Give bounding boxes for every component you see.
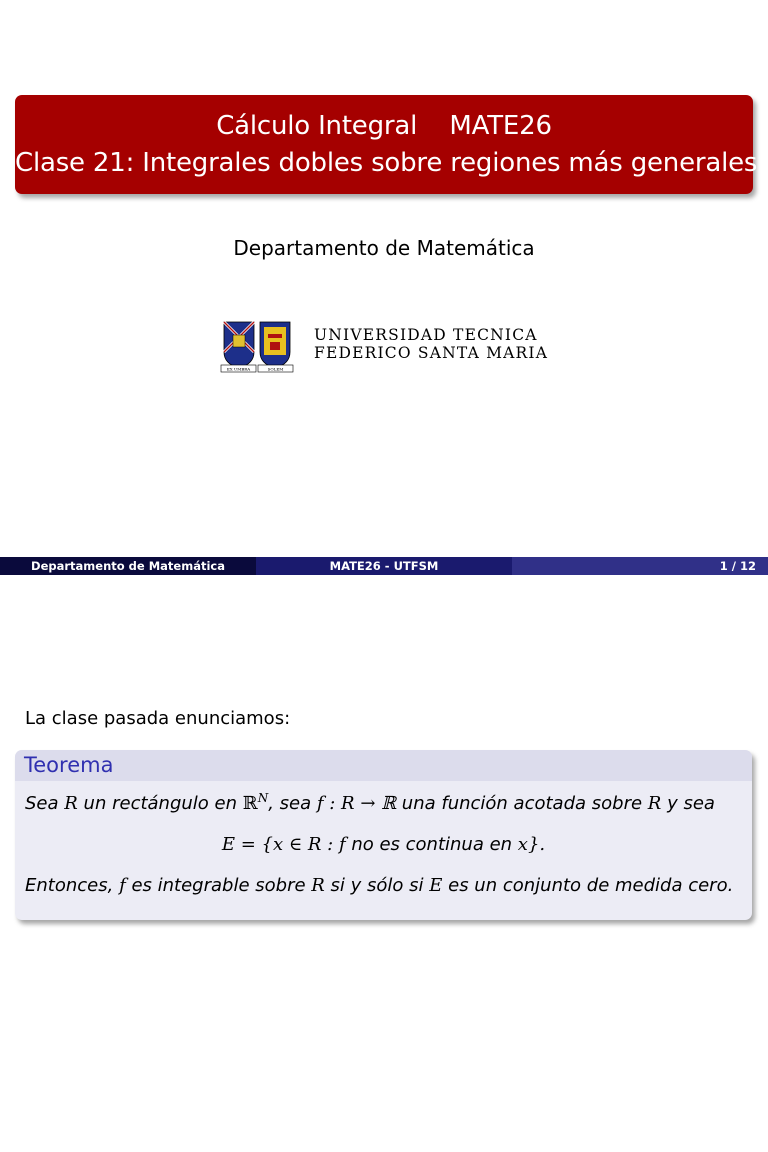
content-slide — [0, 576, 768, 1152]
logo-motto-left: EX UMBRA — [226, 366, 251, 372]
theorem-body — [15, 791, 752, 896]
university-name-line2: FEDERICO SANTA MARIA — [314, 344, 549, 362]
title-box — [15, 95, 758, 194]
theorem-line-1: Sea R un rectángulo en ℝ$^N$, sea f : R → ℝ una función acotada sobre R y sea — [25, 791, 715, 814]
university-name — [314, 326, 548, 362]
theorem-line-3: Entonces, f es integrable sobre R si y sólo si E es un conjunto de medida cero. — [25, 875, 734, 896]
footer-page — [512, 557, 768, 575]
university-name-line1: UNIVERSIDAD TECNICA — [314, 326, 538, 344]
footer-course: MATE26 - UTFSM — [256, 557, 512, 575]
intro-text: La clase pasada enunciamos: — [25, 708, 291, 729]
university-logo — [220, 320, 294, 374]
logo-motto-right: SOLEM — [267, 366, 284, 372]
footer-department: Departamento de Matemática — [0, 557, 256, 575]
course-title: Cálculo Integral MATE26 — [216, 110, 552, 141]
page-number: 1 / 12 — [719, 559, 756, 573]
lecture-title: Clase 21: Integrales dobles sobre regiones más generales — [15, 147, 758, 178]
block-title: Teorema — [15, 750, 752, 781]
footer — [0, 557, 768, 575]
author: Departamento de Matemática — [233, 236, 535, 260]
theorem-block — [15, 750, 752, 920]
theorem-line-2: E = {x ∈ R : f no es continua en x}. — [221, 834, 546, 855]
